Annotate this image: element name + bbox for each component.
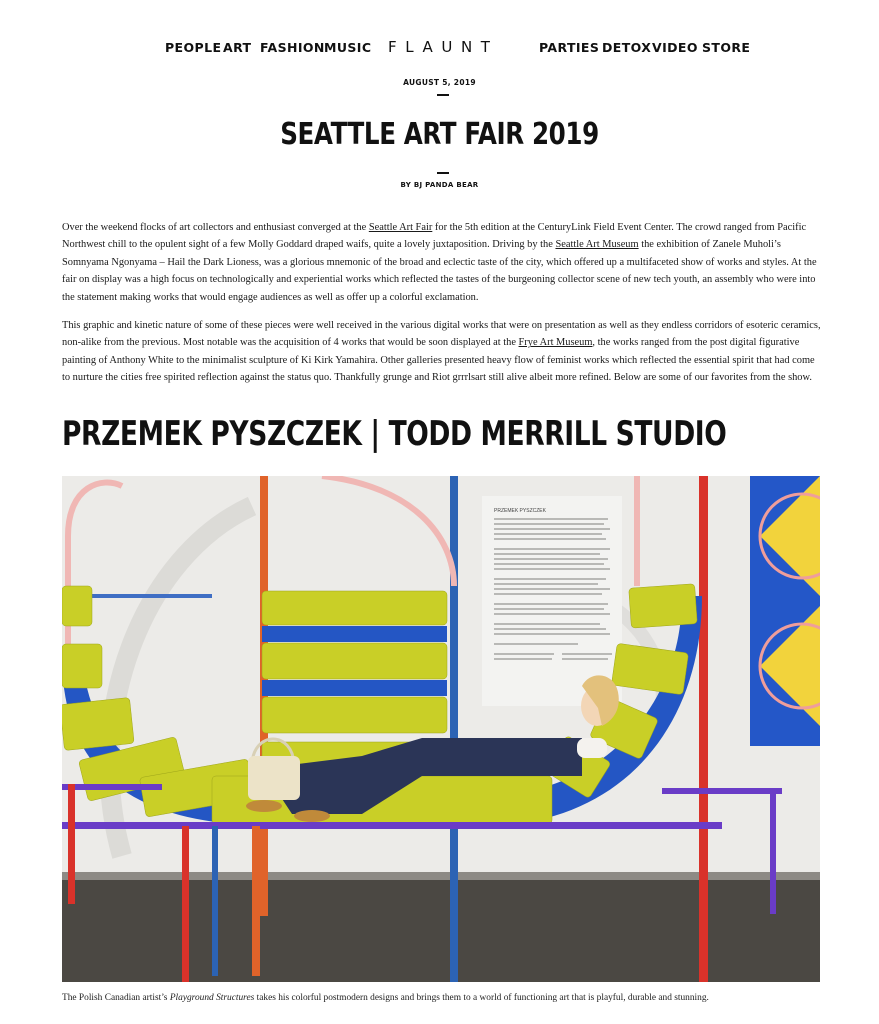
article-date: AUGUST 5, 2019 [403, 78, 476, 87]
site-logo[interactable]: FLAUNT [388, 38, 499, 56]
caption-artwork-title: Playground Structures [169, 993, 255, 1003]
caption-text: takes his colorful postmodern designs and brings them to a world of functioning art that is playful, durable and stunning. [254, 993, 709, 1003]
top-navigation [0, 38, 879, 60]
nav-link-people[interactable]: PEOPLE [165, 40, 222, 55]
paragraph-text: the exhibition of Zanele Muholi’s Somnyama Ngonyama – Hail the Dark Lioness, was a glorious mnemonic of the broad and eclectic taste of the city, which offered up a multifaceted show of works and styles. At the fair on display was a high focus on technologically and experiential works which reflected the tastes of the burgeoning collector scene of new tech youth, an assembly who were into the statement making works that would engage audiences as well as offer up a colorful exclamation. [62, 239, 817, 303]
paragraph-text: This graphic and kinetic nature of some of these pieces were well received in the various digital works that were on presentation as well as they endless corridors of esoteric ceramics, non-alike from the previous. Most notable was the acquisition of 4 works that would be soon displayed at the [62, 320, 821, 349]
playground-structures-illustration [62, 476, 820, 982]
nav-link-art[interactable]: ART [223, 40, 252, 55]
article-paragraph [62, 317, 822, 387]
nav-link-detox[interactable]: DETOX [602, 40, 652, 55]
nav-link-fashion[interactable]: FASHION [260, 40, 325, 55]
wall-text-title: PRZEMEK PYSZCZEK [494, 508, 546, 514]
divider [437, 172, 449, 174]
nav-link-music[interactable]: MUSIC [324, 40, 372, 55]
article-byline: BY BJ PANDA BEAR [400, 181, 479, 189]
nav-link-parties[interactable]: PARTIES [539, 40, 600, 55]
photo-caption [62, 993, 822, 1003]
caption-text: The Polish Canadian artist’s [62, 993, 170, 1003]
paragraph-text: , the works ranged from the post digital figurative painting of Anthony White to the minimalist sculpture of Ki Kirk Yamahira. Other galleries presented heavy flow of feminist works which reflected the essential spirit that had come to nurture the cities free spirited reflection against the status quo. Thankfully grunge and Riot grrrlsart still alive albeit more refined. Below are some of our favorites from the show. [62, 337, 815, 384]
article-photo[interactable] [62, 476, 820, 982]
link-seattle-art-museum[interactable]: Seattle Art Museum [555, 239, 639, 251]
nav-link-store[interactable]: STORE [702, 40, 751, 55]
link-seattle-art-fair[interactable]: Seattle Art Fair [368, 222, 433, 233]
section-heading: PRZEMEK PYSZCZEK | TODD MERRILL STUDIO [62, 414, 727, 454]
paragraph-text: Over the weekend flocks of art collectors and enthusiast converged at the [62, 222, 369, 233]
article-title: SEATTLE ART FAIR 2019 [280, 117, 599, 152]
divider [437, 94, 449, 96]
nav-link-video[interactable]: VIDEO [652, 40, 698, 55]
paragraph-text: for the 5th edition at the CenturyLink Field Event Center. The crowd ranged from Pacific Northwest chill to the opulent sight of a few Molly Goddard draped waifs, quite a lovely juxtaposition. Driving by the [62, 222, 807, 251]
link-frye-art-museum[interactable]: Frye Art Museum [518, 337, 593, 349]
article-paragraph [62, 219, 822, 306]
